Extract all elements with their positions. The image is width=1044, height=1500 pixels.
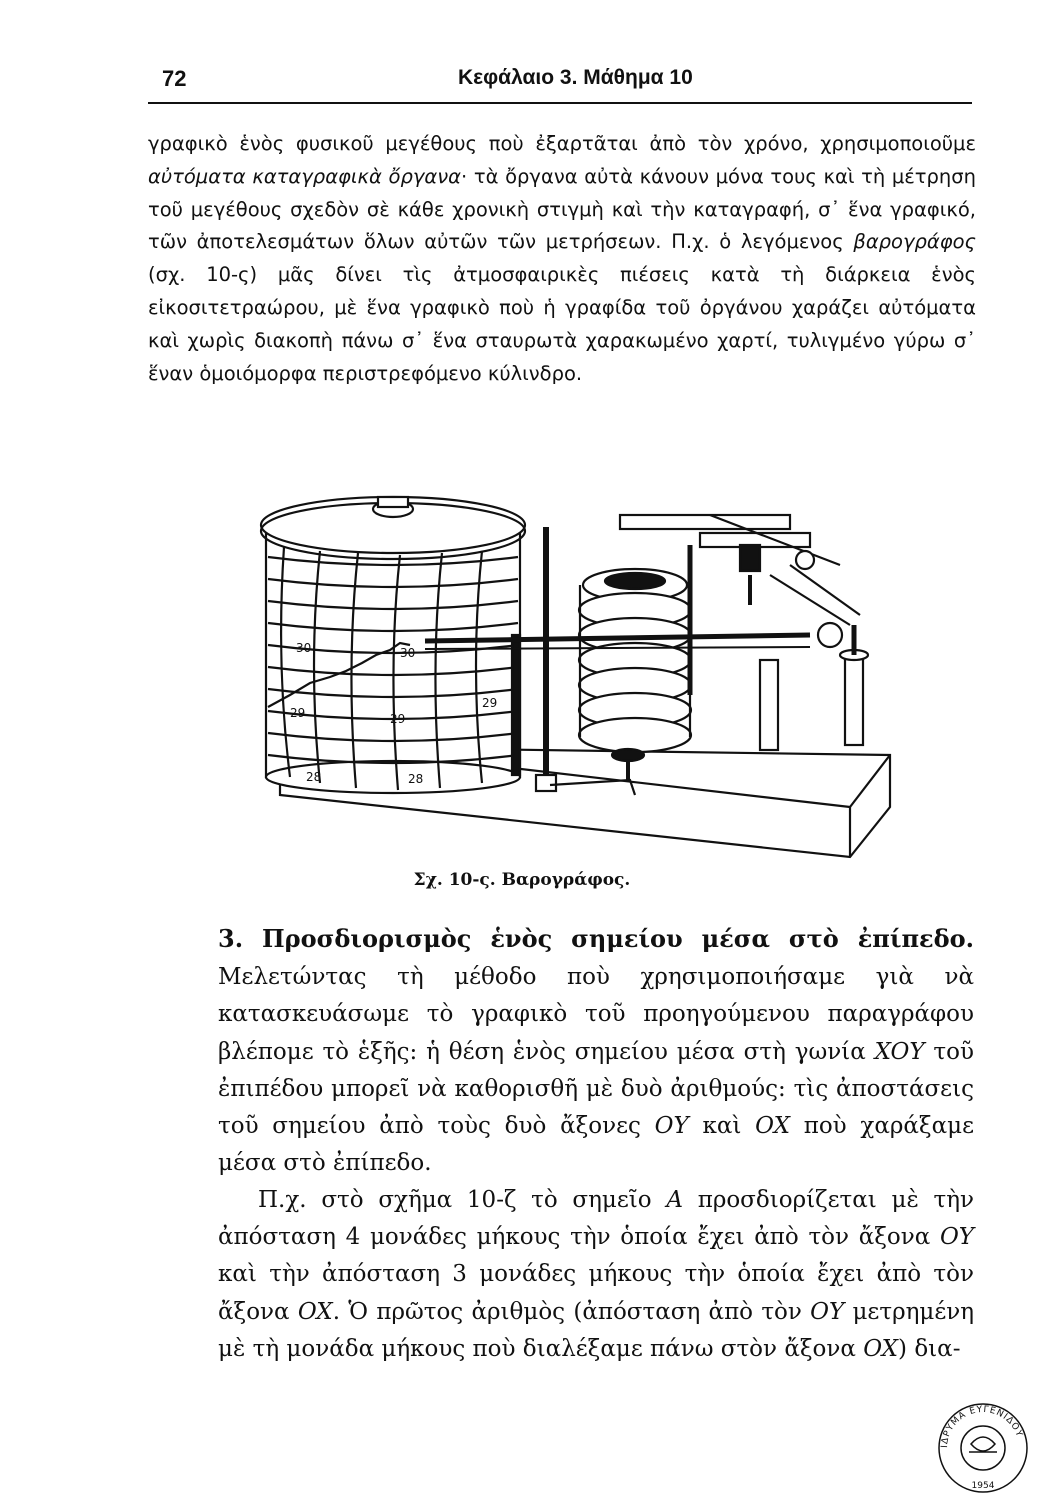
seal-text: ΙΔΡΥΜΑ ΕΥΓΕΝΙΔΟΥ: [939, 1404, 1025, 1449]
drum-label: 28: [306, 770, 322, 784]
paragraph-3: Π.χ. στὸ σχῆμα 10-ζ τὸ σημεῖο A προσδιορίζεται μὲ τὴν ἀπόσταση 4 μονάδες μήκους τὴν ὁποία ἔχει ἀπὸ τὸν ἄξονα OY καὶ τὴν ἀπόσταση 3 μονάδες μήκους τὴν ὁποία ἔχει ἀπὸ τὸν ἄξονα OX. Ὁ πρῶτος ἀριθμὸς (ἀπόσταση ἀπὸ τὸν OY μετρημένη μὲ τὴ μονάδα μήκους ποὺ διαλέξαμε πάνω στὸν ἄξονα OX) δια-: [218, 1187, 975, 1362]
support-pillar: [840, 625, 868, 745]
italic-term: βαρογράφος: [853, 230, 976, 254]
drum-label: 29: [482, 696, 498, 710]
seal-year: 1954: [971, 1481, 995, 1491]
drum-label: 30: [296, 641, 312, 655]
italic-term: αὐτόματα καταγραφικὰ ὄργανα: [148, 164, 461, 188]
drum-label: 28: [408, 772, 424, 786]
page-number: 72: [162, 66, 187, 91]
section-heading: 3. Προσδιορισμὸς ἑνὸς σημείου μέσα στὸ ἐπίπεδο.: [218, 924, 974, 953]
figure-caption: Σχ. 10-ς. Βαρογράφος.: [413, 870, 631, 890]
drum-label: 30: [400, 646, 416, 660]
running-title: Κεφάλαιο 3. Μάθημα 10: [458, 66, 693, 89]
page-header: [148, 66, 972, 104]
foundation-seal: [935, 1400, 1031, 1496]
drum-label: 29: [390, 712, 406, 726]
aneroid-capsules: [579, 569, 691, 752]
drum-label: 29: [290, 706, 306, 720]
paragraph-1: γραφικὸ ἑνὸς φυσικοῦ μεγέθους ποὺ ἐξαρτᾶται ἀπὸ τὸν χρόνο, χρησιμοποιοῦμε αὐτόματα καταγραφικὰ ὄργανα· τὰ ὄργανα αὐτὰ κάνουν μόνα τους καὶ τὴ μέτρηση τοῦ μεγέθους σχεδὸν σὲ κάθε χρονικὴ στιγμὴ καὶ τὴν καταγραφή, σ᾽ ἕνα γραφικό, τῶν ἀποτελεσμάτων ὅλων αὐτῶν τῶν μετρήσεων. Π.χ. ὁ λεγόμενος βαρογράφος (σχ. 10-ς) μᾶς δίνει τὶς ἀτμοσφαιρικὲς πιέσεις κατὰ τὴ διάρκεια ἑνὸς εἰκοσιτετραώρου, μὲ ἕνα γραφικὸ ποὺ ἡ γραφίδα τοῦ ὀργάνου χαράζει αὐτόματα καὶ χωρὶς διακοπὴ πάνω σ᾽ ἕνα σταυρωτὰ χαρακωμένο χαρτί, τυλιγμένο γύρω σ᾽ ἕναν ὁμοιόμορφα περιστρεφόμενο κύλινδρο.: [148, 132, 976, 385]
barograph-illustration: [250, 485, 900, 860]
section-3: 3. Προσδιορισμὸς ἑνὸς σημείου μέσα στὸ ἐπίπεδο. Μελετώντας τὴ μέθοδο ποὺ χρησιμοποιήσαμε γιὰ νὰ κατασκευάσωμε τὸ γραφικὸ τοῦ προηγούμενου παραγράφου βλέπομε τὸ ἑξῆς: ἡ θέση ἑνὸς σημείου μέσα στὴ γωνία XOY τοῦ ἐπιπέδου μπορεῖ νὰ καθορισθῆ μὲ δυὸ ἀριθμούς: τὶς ἀποστάσεις τοῦ σημείου ἀπὸ τοὺς δυὸ ἄξονες OY καὶ OX ποὺ χαράξαμε μέσα στὸ ἐπίπεδο.: [218, 924, 974, 1177]
